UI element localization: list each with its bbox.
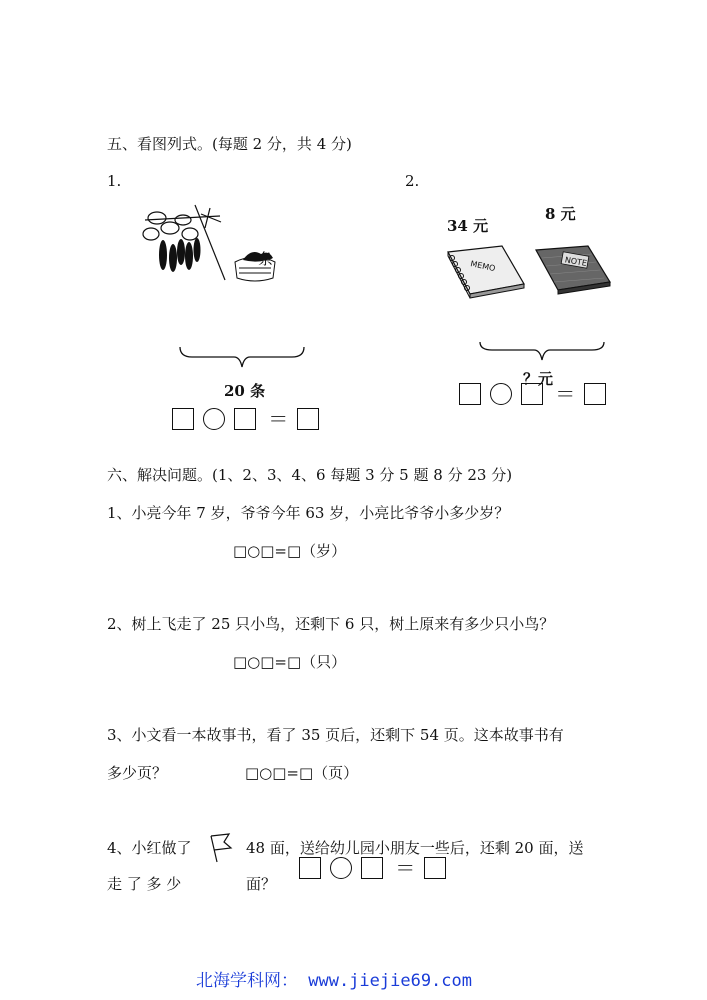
q1-brace [178,345,306,369]
problem1-question: 1、小亮今年 7 岁，爷爷今年 63 岁，小亮比爷爷小多少岁？ [107,504,510,522]
problem4-equation [299,857,450,879]
problem3-question-line1: 3、小文看一本故事书，看了 35 页后，还剩下 54 页。这本故事书有 [107,726,564,744]
equals-sign: ＝ [268,407,289,431]
section6-heading: 六、解决问题。(1、2、3、4、6 每题 3 分 5 题 8 分 23 分) [107,466,513,484]
footer-watermark: 北海学科网： www.jiejie69.com [196,971,472,991]
problem2-question: 2、树上飞走了 25 只小鸟，还剩下 6 只，树上原来有多少只小鸟？ [107,615,555,633]
q2-price-memo: 34 元 [447,217,489,235]
q2-number: 2. [405,172,420,190]
problem4-text-c: 走 了 多 少 [107,875,182,893]
q2-equation [459,383,610,405]
problem1-formula: □○□=□（岁） [233,542,347,560]
q2-unknown-label: ？元 [523,370,554,388]
answer-box[interactable] [424,857,446,879]
problem3-question-line2: 多少页？ [107,764,168,782]
answer-box[interactable] [234,408,256,430]
q2-price-note: 8 元 [545,205,576,223]
equals-sign: ＝ [395,856,416,880]
problem2-formula: □○□=□（只） [233,653,347,671]
problem4-text-d: 面？ [246,875,277,893]
q1-total-label: 20 条 [224,382,266,400]
equals-sign: ＝ [555,382,576,406]
operator-circle[interactable] [330,857,352,879]
answer-box[interactable] [459,383,481,405]
flag-icon [205,832,235,864]
q1-number: 1. [107,172,122,190]
answer-box[interactable] [297,408,319,430]
answer-box[interactable] [521,383,543,405]
answer-box[interactable] [299,857,321,879]
eggplant-illustration [135,200,285,290]
problem4-text-a: 4、小红做了 [107,839,192,857]
section5-heading: 五、看图列式。(每题 2 分，共 4 分) [107,135,352,153]
memo-notebook-illustration [440,244,528,300]
q2-brace [478,340,606,362]
answer-box[interactable] [361,857,383,879]
answer-box[interactable] [172,408,194,430]
answer-box[interactable] [584,383,606,405]
problem4-text-b: 48 面，送给幼儿园小朋友一些后，还剩 20 面，送 [246,839,584,857]
q1-equation [172,408,323,430]
operator-circle[interactable] [490,383,512,405]
problem3-formula: □○□=□（页） [245,764,359,782]
memo-cover-text: MEMO [469,259,497,274]
operator-circle[interactable] [203,408,225,430]
note-notebook-illustration [532,244,612,298]
note-cover-text: NOTE [564,255,588,269]
q1-overlay-label: 条 [258,250,274,268]
